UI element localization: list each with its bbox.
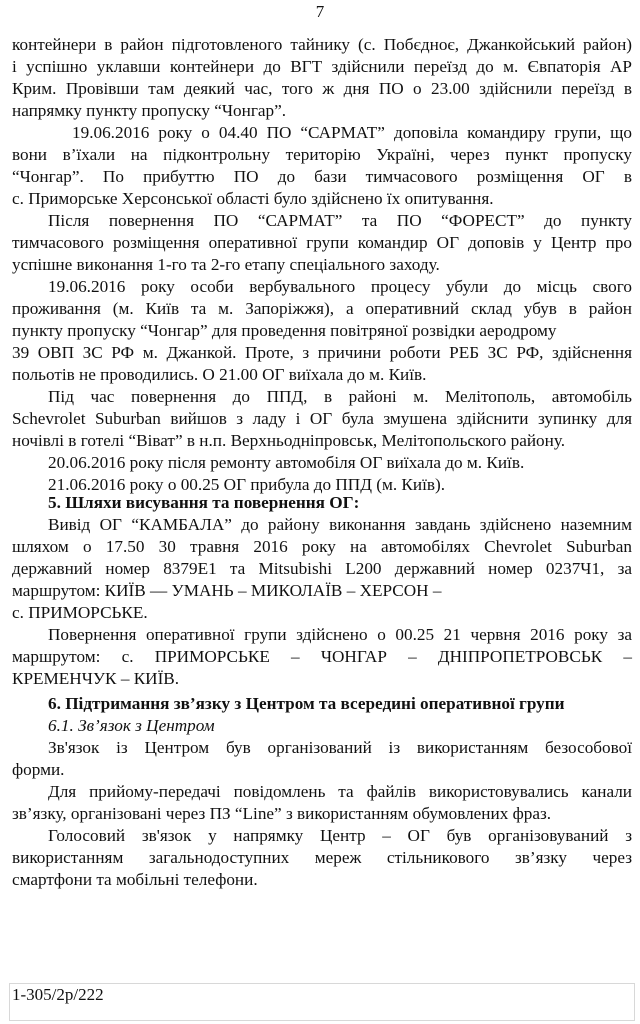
text-line: шляхом о 17.50 30 травня 2016 року на автомобілях Chevrolet Suburban — [12, 537, 632, 556]
text-line: Вивід ОГ “КАМБАЛА” до району виконання завдань здійснено наземним — [48, 515, 632, 534]
text-line: “Чонгар”. По прибуттю ПО до бази тимчасового розміщення ОГ в — [12, 167, 632, 186]
text-line: Повернення оперативної групи здійснено о 00.25 21 червня 2016 року за — [48, 625, 632, 644]
paragraph-6: 20.06.2016 року після ремонту автомобіля ОГ виїхала до м. Київ. — [48, 453, 525, 472]
text-line: Після повернення ПО “САРМАТ” та ПО “ФОРЕСТ” до пункту — [48, 211, 632, 230]
text-line: вони в’їхали на підконтрольну територію Україні, через пункт пропуску — [12, 145, 632, 164]
text-line: 39 ОВП ЗС РФ м. Джанкой. Проте, з причини роботи РЕБ ЗС РФ, здійснення — [12, 343, 632, 362]
text-line: маршрутом: с. ПРИМОРСЬКЕ – ЧОНГАР – ДНІПРОПЕТРОВСЬК – — [12, 647, 632, 666]
paragraph-12 — [12, 825, 632, 891]
paragraph-1 — [12, 34, 632, 122]
text-line: КРЕМЕНЧУК – КИЇВ. — [12, 669, 180, 688]
text-line: пункту пропуску “Чонгар” для проведення повітряної розвідки аеродрому — [12, 321, 557, 340]
paragraph-8 — [12, 514, 632, 624]
text-line: Крим. Провівши там деякий час, того ж дня ПО о 23.00 здійснили переїзд в — [12, 79, 632, 98]
text-line: с. Приморське Херсонської області було здійснено їх опитування. — [12, 189, 494, 208]
text-line: Для прийому-передачі повідомлень та файлів використовувались канали — [48, 782, 632, 801]
text-line: с. ПРИМОРСЬКЕ. — [12, 603, 148, 622]
text-line: Schevrolet Suburban вийшов з ладу і ОГ була змушена здійснити зупинку для — [12, 409, 632, 428]
text-line: державний номер 8379Е1 та Mitsubishi L200 державний номер 0237Ч1, за — [12, 559, 632, 578]
text-line: і успішно уклавши контейнери до ВГТ здійснили переїзд до м. Євпаторія АР — [12, 57, 632, 76]
text-line: успішне виконання 1-го та 2-го етапу спеціального заходу. — [12, 255, 440, 274]
text-line: маршрутом: КИЇВ — УМАНЬ – МИКОЛАЇВ – ХЕРСОН – — [12, 581, 442, 600]
text-line: Голосовий зв'язок у напрямку Центр – ОГ був організовуваний з — [48, 826, 632, 845]
paragraph-10 — [12, 737, 632, 781]
text-line: Під час повернення до ППД, в районі м. Мелітополь, автомобіль — [48, 387, 632, 406]
section-6-heading: 6. Підтримання зв’язку з Центром та всередині оперативної групи — [48, 694, 565, 713]
paragraph-7: 21.06.2016 року о 00.25 ОГ прибула до ППД (м. Київ). — [48, 475, 445, 494]
text-line: польотів не проводились. О 21.00 ОГ виїхала до м. Київ. — [12, 365, 427, 384]
text-line: 19.06.2016 року особи вербувального процесу убули до місць свого — [48, 277, 632, 296]
paragraph-11 — [12, 781, 632, 825]
page-number: 7 — [315, 2, 325, 21]
paragraph-2 — [12, 122, 632, 210]
text-line: зв’язку, організовані через ПЗ “Line” з використанням обумовлених фраз. — [12, 804, 552, 823]
text-line: форми. — [12, 760, 65, 779]
document-code: 1-305/2р/222 — [12, 985, 104, 1004]
paragraph-9 — [12, 624, 632, 690]
footer-box — [9, 983, 635, 1021]
paragraph-5 — [12, 386, 632, 452]
text-line: 19.06.2016 року о 04.40 ПО “САРМАТ” доповіла командиру групи, що — [72, 123, 632, 142]
text-line: контейнери в район підготовленого тайнику (с. Побєдноє, Джанкойський район) — [12, 35, 632, 54]
text-line: напрямку пункту пропуску “Чонгар”. — [12, 101, 287, 120]
text-line: тимчасового розміщення оперативної групи командир ОГ доповів у Центр про — [12, 233, 632, 252]
text-line: ночівлі в готелі “Віват” в н.п. Верхньодніпровськ, Мелітопольского району. — [12, 431, 565, 450]
paragraph-4 — [12, 276, 632, 386]
section-5-heading: 5. Шляхи висування та повернення ОГ: — [48, 493, 360, 512]
document-body — [12, 34, 632, 496]
text-line: проживання (м. Київ та м. Запоріжжя), а оперативний склад убув в район — [12, 299, 632, 318]
text-line: смартфони та мобільні телефони. — [12, 870, 258, 889]
text-line: Зв'язок із Центром був організований із використанням безособової — [48, 738, 632, 757]
text-line: використанням загальнодоступних мереж стільникового зв’язку через — [12, 848, 632, 867]
section-6-1-heading: 6.1. Зв’язок з Центром — [48, 716, 215, 735]
section-5 — [12, 492, 632, 690]
paragraph-3 — [12, 210, 632, 276]
section-6 — [12, 693, 632, 891]
